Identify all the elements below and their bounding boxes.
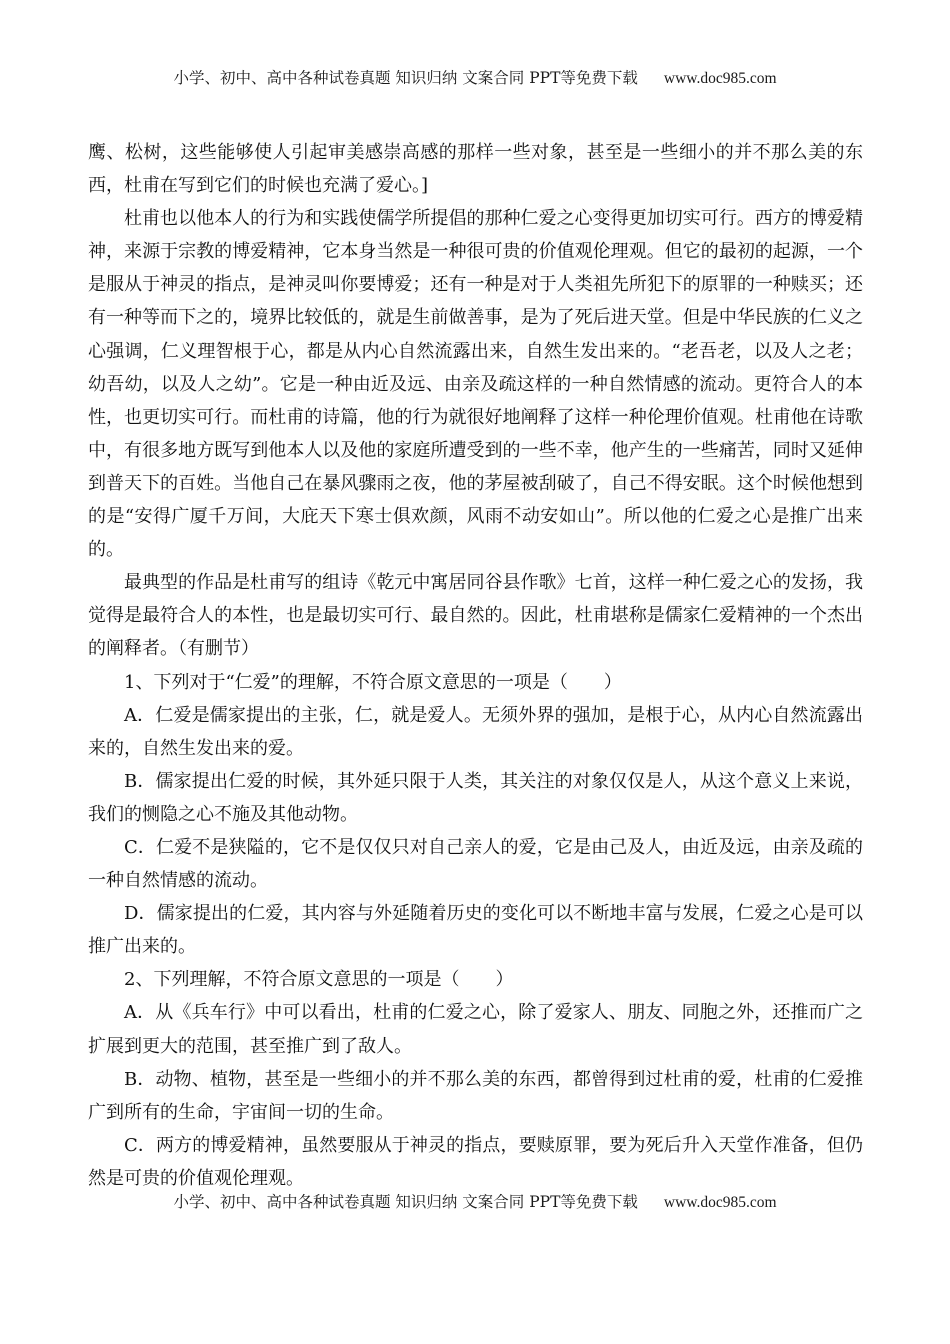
paragraph-2: 杜甫也以他本人的行为和实践使儒学所提倡的那种仁爱之心变得更加切实可行。西方的博爱精神，来源于宗教的博爱精神，它本身当然是一种很可贵的价值观伦理观。但它的最初的起源，一个是服从于神灵的指点，是神灵叫你要博爱；还有一种是对于人类祖先所犯下的原罪的一种赎买；还有一种等而下之的，境界比较低的，就是生前做善事，是为了死后进天堂。但是中华民族的仁义之心强调，仁义理智根于心，都是从内心自然流露出来，自然生发出来的。“老吾老，以及人之老；幼吾幼，以及人之幼”。它是一种由近及远、由亲及疏这样的一种自然情感的流动。更符合人的本性，也更切实可行。而杜甫的诗篇，他的行为就很好地阐释了这样一种伦理价值观。杜甫他在诗歌中，有很多地方既写到他本人以及他的家庭所遭受到的一些不幸，他产生的一些痛苦，同时又延伸到普天下的百姓。当他自己在暴风骤雨之夜，他的茅屋被刮破了，自己不得安眠。这个时候他想到的是“安得广厦千万间，大庇天下寒士俱欢颜，风雨不动安如山”。所以他的仁爱之心是推广出来的。 xyxy=(88,208,863,561)
paragraph-1: 鹰、松树，这些能够使人引起审美感崇高感的那样一些对象，甚至是一些细小的并不那么美的东西，杜甫在写到它们的时候也充满了爱心。] xyxy=(88,142,863,197)
question-1-stem: 1、下列对于“仁爱”的理解，不符合原文意思的一项是（ ） xyxy=(124,671,622,693)
question-2-option-b: B．动物、植物，甚至是一些细小的并不那么美的东西，都曾得到过杜甫的爱，杜甫的仁爱推广到所有的生命，宇宙间一切的生命。 xyxy=(88,1068,863,1123)
footer-site: www.doc985.com xyxy=(663,1194,777,1211)
document-body xyxy=(88,136,863,1195)
question-2-option-a: A．从《兵车行》中可以看出，杜甫的仁爱之心，除了爱家人、朋友、同胞之外，还推而广之扩展到更大的范围，甚至推广到了敌人。 xyxy=(88,1002,863,1057)
paragraph-3: 最典型的作品是杜甫写的组诗《乾元中寓居同谷县作歌》七首，这样一种仁爱之心的发扬，我觉得是最符合人的本性，也是最切实可行、最自然的。因此，杜甫堪称是儒家仁爱精神的一个杰出的阐释者。（有删节） xyxy=(88,572,863,660)
header-text: 小学、初中、高中各种试卷真题 知识归纳 文案合同 PPT等免费下载 xyxy=(173,69,638,87)
question-1-option-d: D．儒家提出的仁爱，其内容与外延随着历史的变化可以不断地丰富与发展，仁爱之心是可以推广出来的。 xyxy=(88,903,863,958)
question-1-option-c: C．仁爱不是狭隘的，它不是仅仅只对自己亲人的爱，它是由己及人，由近及远，由亲及疏的一种自然情感的流动。 xyxy=(88,836,863,892)
footer-text: 小学、初中、高中各种试卷真题 知识归纳 文案合同 PPT等免费下载 xyxy=(173,1193,638,1211)
page-header xyxy=(0,66,950,88)
question-1-option-a: A．仁爱是儒家提出的主张，仁，就是爱人。无须外界的强加，是根于心，从内心自然流露出来的，自然生发出来的爱。 xyxy=(88,704,863,759)
question-2-option-c: C．两方的博爱精神，虽然要服从于神灵的指点，要赎原罪，要为死后升入天堂作准备，但仍然是可贵的价值观伦理观。 xyxy=(88,1134,863,1189)
question-2-stem: 2、下列理解，不符合原文意思的一项是（ ） xyxy=(124,969,514,991)
question-1-option-b: B．儒家提出仁爱的时候，其外延只限于人类，其关注的对象仅仅是人，从这个意义上来说，我们的恻隐之心不施及其他动物。 xyxy=(88,770,863,825)
page-footer xyxy=(0,1190,950,1212)
header-site: www.doc985.com xyxy=(663,70,777,87)
